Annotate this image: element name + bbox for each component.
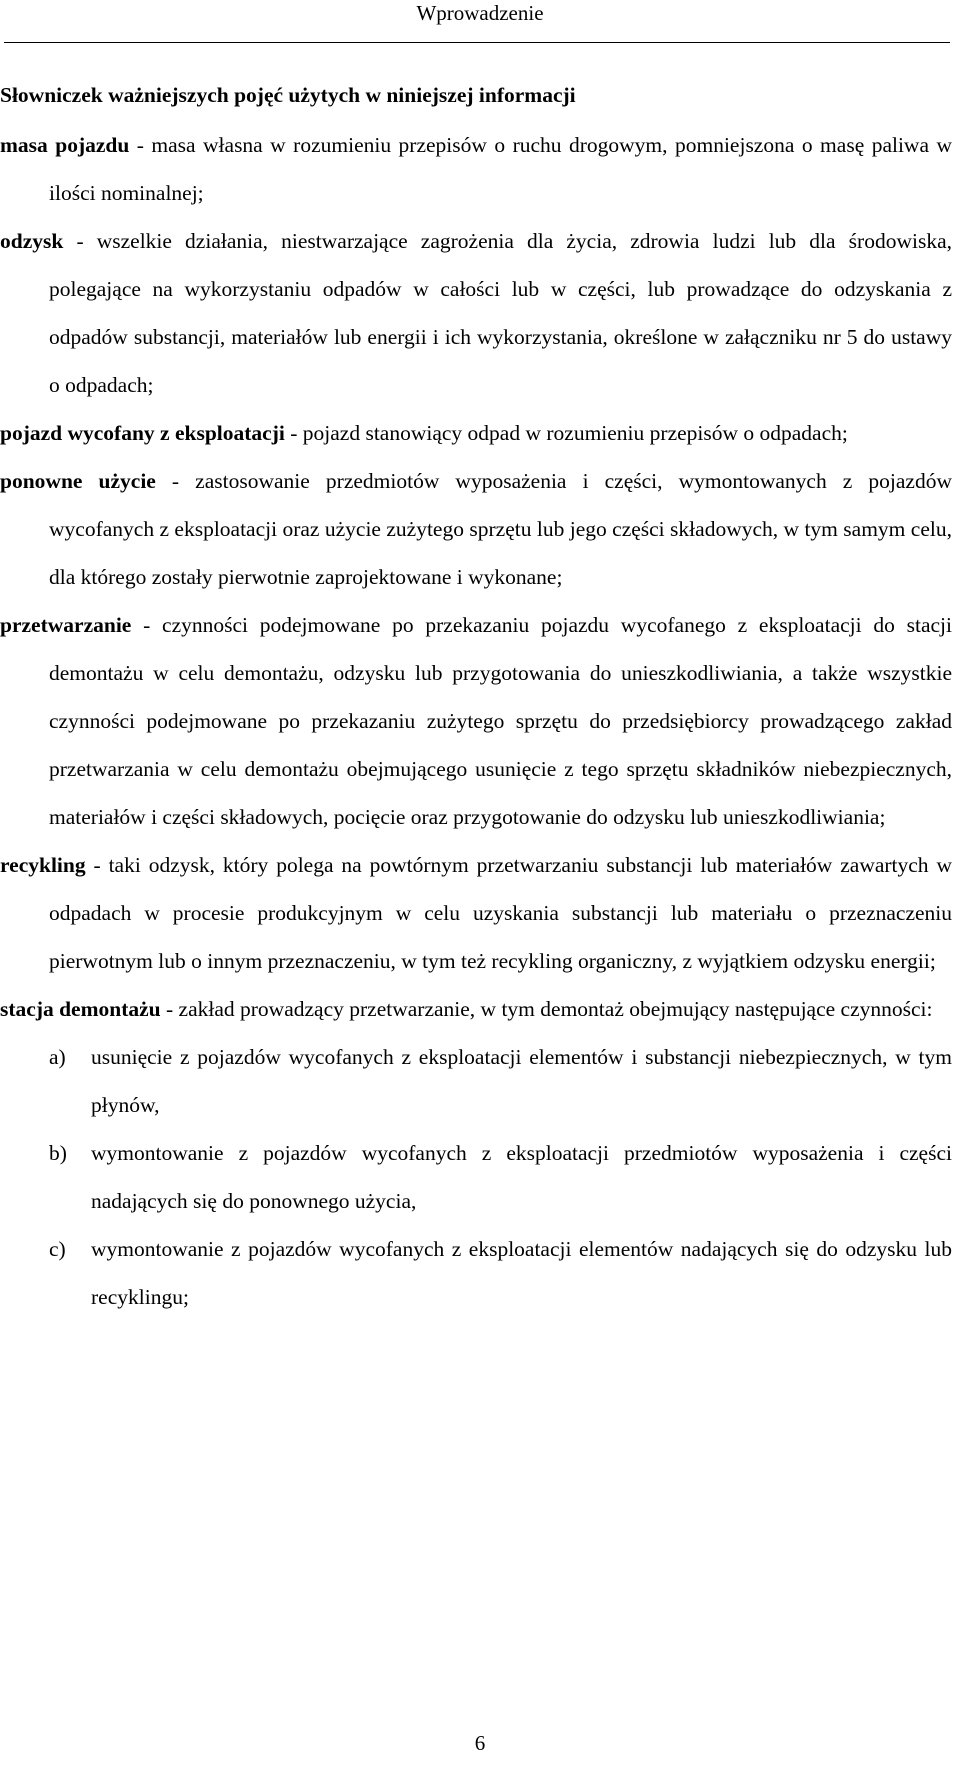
list-item — [0, 1033, 952, 1129]
glossary-entry-przetwarzanie — [0, 601, 952, 841]
glossary-definition: - zastosowanie przedmiotów wyposażenia i części, wymontowanych z pojazdów wycofanych z eksploatacji oraz użycie zużytego sprzętu lub jego części składowych, w tym samym celu, dla którego zostały pierwotnie zaprojektowane i wykonane; — [49, 469, 953, 589]
glossary-term: recykling — [0, 853, 86, 877]
glossary-term: masa pojazdu — [0, 133, 130, 157]
glossary-entry-pojazd-wycofany — [0, 409, 952, 457]
glossary-term: stacja demontażu — [0, 997, 161, 1021]
list-item — [0, 1129, 952, 1225]
document-body — [0, 71, 952, 1321]
glossary-entry-stacja-demontazu — [0, 985, 952, 1033]
dismantling-activities-list — [0, 1033, 952, 1321]
glossary-heading: Słowniczek ważniejszych pojęć użytych w niniejszej informacji — [0, 83, 576, 107]
list-item — [0, 1225, 952, 1321]
glossary-definition: - czynności podejmowane po przekazaniu pojazdu wycofanego z eksploatacji do stacji demontażu w celu demontażu, odzysku lub przygotowania do unieszkodliwiania, a także wszystkie czynności podejmowane po przekazaniu zużytego sprzętu do przedsiębiorcy prowadzącego zakład przetwarzania w celu demontażu obejmującego usunięcie z tego sprzętu składników niebezpiecznych, materiałów i części składowych, pocięcie oraz przygotowanie do odzysku lub unieszkodliwiania; — [49, 613, 952, 829]
glossary-entry-ponowne-uzycie — [0, 457, 952, 601]
glossary-definition: - pojazd stanowiący odpad w rozumieniu przepisów o odpadach; — [284, 421, 848, 445]
glossary-term: odzysk — [0, 229, 64, 253]
list-marker: a) — [49, 1045, 66, 1069]
glossary-term: przetwarzanie — [0, 613, 132, 637]
glossary-entry-recykling — [0, 841, 952, 985]
glossary-term: ponowne użycie — [0, 469, 156, 493]
glossary-term: pojazd wycofany z eksploatacji — [0, 421, 285, 445]
list-item-text: wymontowanie z pojazdów wycofanych z eksploatacji elementów nadających się do odzysku lub recyklingu; — [91, 1237, 952, 1309]
list-item-text: wymontowanie z pojazdów wycofanych z eksploatacji przedmiotów wyposażenia i części nadających się do ponownego użycia, — [91, 1141, 952, 1213]
header-rule — [4, 42, 950, 43]
glossary-definition: - zakład prowadzący przetwarzanie, w tym demontaż obejmujący następujące czynności: — [160, 997, 933, 1021]
glossary-definition: - taki odzysk, który polega na powtórnym przetwarzaniu substancji lub materiałów zawartych w odpadach w procesie produkcyjnym w celu uzyskania substancji lub materiału o przeznaczeniu pierwotnym lub o innym przeznaczeniu, w tym też recykling organiczny, z wyjątkiem odzysku energii; — [49, 853, 952, 973]
page-number: 6 — [474, 1731, 486, 1755]
header-title: Wprowadzenie — [416, 1, 544, 25]
list-marker: b) — [49, 1141, 67, 1165]
list-marker: c) — [49, 1237, 66, 1261]
glossary-entry-masa-pojazdu — [0, 121, 952, 217]
glossary-entry-odzysk — [0, 217, 952, 409]
list-item-text: usunięcie z pojazdów wycofanych z eksploatacji elementów i substancji niebezpiecznych, w tym płynów, — [91, 1045, 952, 1117]
glossary-definition: - masa własna w rozumieniu przepisów o ruchu drogowym, pomniejszona o masę paliwa w ilości nominalnej; — [49, 133, 952, 205]
glossary-definition: - wszelkie działania, niestwarzające zagrożenia dla życia, zdrowia ludzi lub dla środowiska, polegające na wykorzystaniu odpadów w całości lub w części, lub prowadzące do odzyskania z odpadów substancji, materiałów lub energii i ich wykorzystania, określone w załączniku nr 5 do ustawy o odpadach; — [49, 229, 952, 397]
